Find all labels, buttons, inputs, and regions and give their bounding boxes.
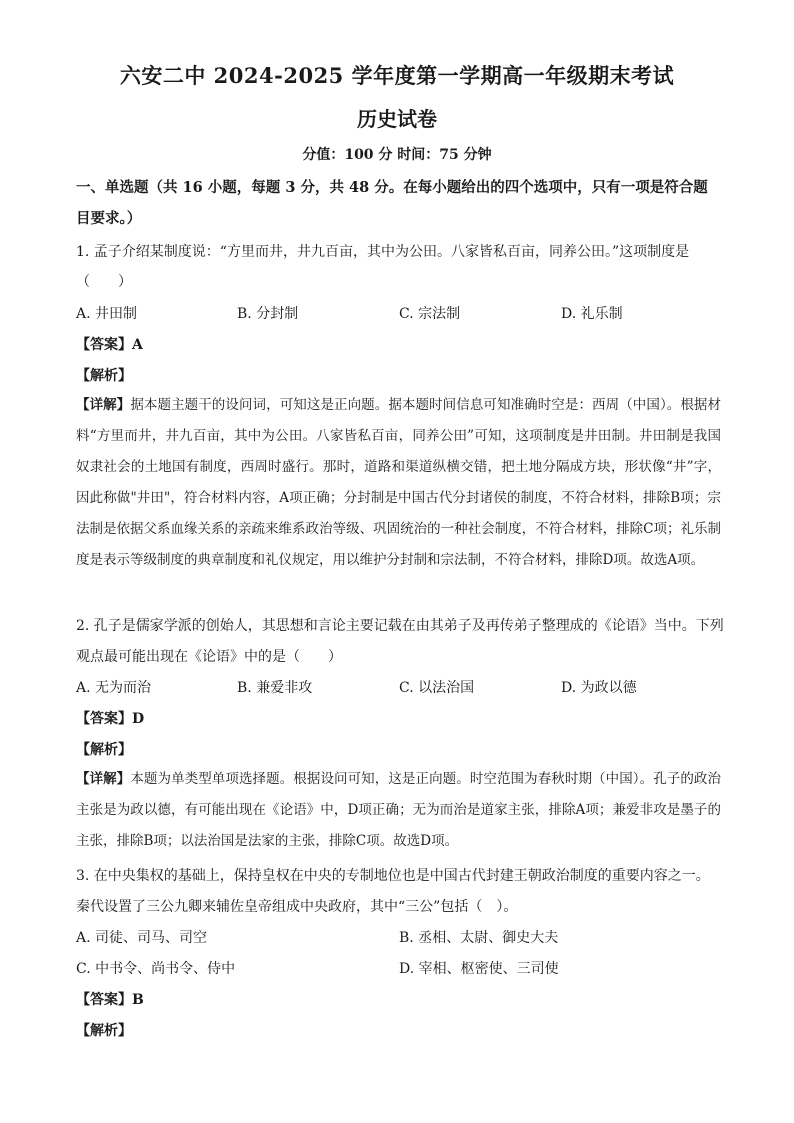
q3-analysis-label: 【解析】 <box>76 1023 132 1039</box>
q1-option-d: D. 礼乐制 <box>561 306 623 322</box>
q2-detail-tag: 【详解】 <box>76 771 131 787</box>
q2-option-c: C. 以法治国 <box>399 680 475 696</box>
q2-answer: 【答案】D <box>76 711 145 727</box>
q3-option-d: D. 宰相、枢密使、三司使 <box>399 961 559 977</box>
q2-detail-text: 本题为单类型单项选择题。根据设问可知，这是正向题。时空范围为春秋时期（中国）。孔子的政治主张是为政以德，有可能出现在《论语》中，D项正确；无为而治是道家主张，排除A项；兼爱非攻是墨子的主张，排除B项；以法治国是法家的主张，排除C项。故选D项。 <box>76 771 722 849</box>
q2-option-b: B. 兼爱非攻 <box>237 680 313 696</box>
q1-answer: 【答案】A <box>76 337 143 353</box>
score-time-info: 分值：100 分 时间：75 分钟 <box>302 147 492 163</box>
q3-option-c: C. 中书令、尚书令、侍中 <box>76 961 236 977</box>
q3-stem-line2: 秦代设置了三公九卿来辅佐皇帝组成中央政府，其中“三公”包括（ ）。 <box>76 899 518 915</box>
exam-title: 六安二中 2024-2025 学年度第一学期高一年级期末考试 <box>119 63 675 88</box>
q1-stem-line2: （ ） <box>76 274 132 290</box>
q2-option-a: A. 无为而治 <box>76 680 152 696</box>
section-heading: 一、单选题（共 16 小题，每题 3 分，共 48 分。在每小题给出的四个选项中，只有一项是符合题目要求。） <box>76 179 708 227</box>
q2-analysis-label: 【解析】 <box>76 742 132 758</box>
q3-answer: 【答案】B <box>76 992 144 1008</box>
q1-stem-line1: 1. 孟子介绍某制度说：“方里而井，井九百亩，其中为公田。八家皆私百亩，同养公田。”这项制度是 <box>76 244 690 260</box>
q1-option-b: B. 分封制 <box>237 306 299 322</box>
q1-option-a: A. 井田制 <box>76 306 138 322</box>
q2-detail <box>76 764 721 857</box>
q2-option-d: D. 为政以德 <box>561 680 637 696</box>
q1-option-c: C. 宗法制 <box>399 306 461 322</box>
q2-stem-line1: 2. 孔子是儒家学派的创始人，其思想和言论主要记载在由其弟子及再传弟子整理成的《论语》当中。下列 <box>76 618 724 634</box>
q3-stem-line1: 3. 在中央集权的基础上，保持皇权在中央的专制地位也是中国古代封建王朝政治制度的重要内容之一。 <box>76 868 710 884</box>
q1-detail-text: 据本题主题干的设问词，可知这是正向题。据本题时间信息可知准确时空是：西周（中国）。根据材料“方里而井，井九百亩，其中为公田。八家皆私百亩，同养公田”可知，这项制度是井田制。井田制是我国奴隶社会的土地国有制度，西周时盛行。那时，道路和渠道纵横交错，把土地分隔成方块，形状像“井”字，因此称做"井田"，符合材料内容，A项正确；分封制是中国古代分封诸侯的制度，不符合材料，排除B项；宗法制是依据父系血缘关系的亲疏来维系政治等级、巩固统治的一种社会制度，不符合材料，排除C项；礼乐制度是表示等级制度的典章制度和礼仪规定，用以维护分封制和宗法制，不符合材料，排除D项。故选A项。 <box>76 397 722 568</box>
q1-detail-tag: 【详解】 <box>76 397 131 413</box>
q1-detail <box>76 390 721 576</box>
q3-option-b: B. 丞相、太尉、御史大夫 <box>399 930 559 946</box>
q3-option-a: A. 司徒、司马、司空 <box>76 930 208 946</box>
q2-stem-line2: 观点最可能出现在《论语》中的是（ ） <box>76 649 342 665</box>
subject-title: 历史试卷 <box>357 107 437 131</box>
q1-analysis-label: 【解析】 <box>76 368 132 384</box>
